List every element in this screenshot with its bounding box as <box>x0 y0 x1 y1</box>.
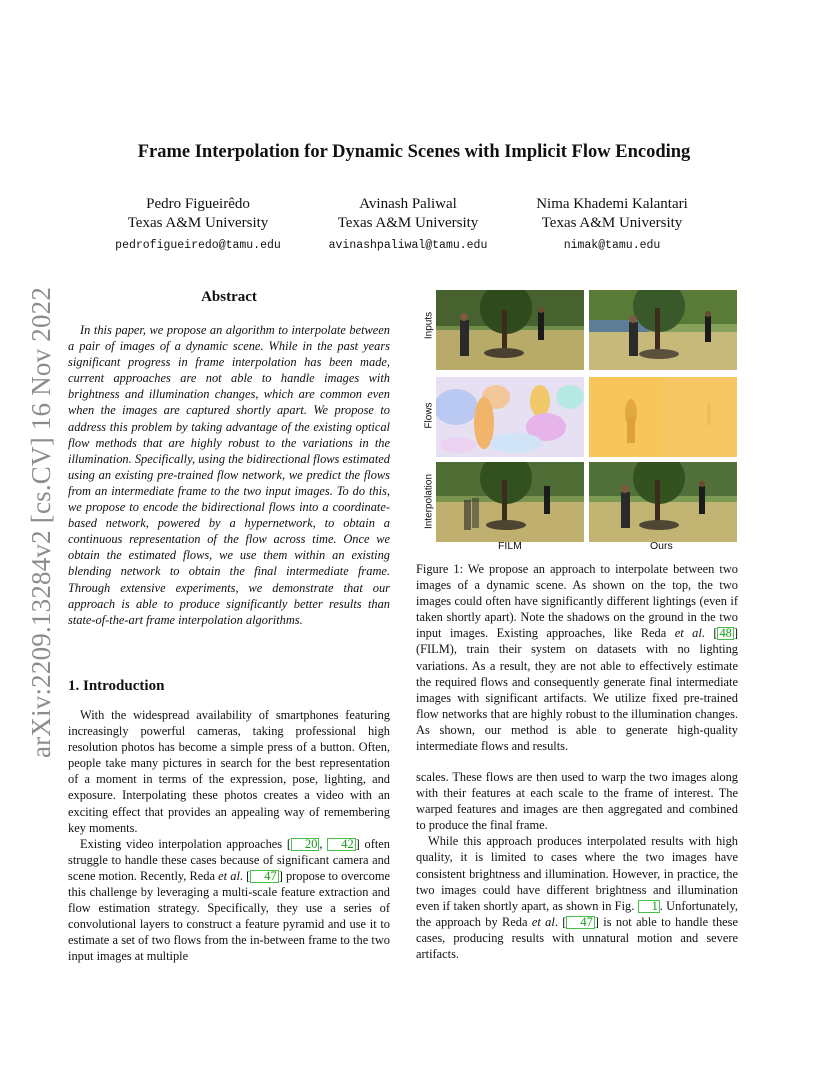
park-photo-image <box>589 462 737 542</box>
author-affiliation: Texas A&M University <box>337 215 479 231</box>
row-label-flows: Flows <box>423 402 435 429</box>
text: ] often struggle to handle these cases because of significant camera and scene motion. Recently, Reda <box>68 836 390 883</box>
intro-column-left <box>68 707 390 965</box>
author-2 <box>298 195 518 255</box>
text: Figure 1: We propose an approach to interpolate between two images of a dynamic scene. As shown on the top, the two images could often have significantly different lightings (even if taken shortly apart). Note the shadows on the ground in the two input images. Existing approaches, like Reda <box>416 562 738 641</box>
park-photo-image <box>589 290 737 370</box>
author-3 <box>502 195 722 255</box>
arxiv-identifier: arXiv:2209.13284v2 [cs.CV] 16 Nov 2022 <box>26 286 56 758</box>
section-heading: 1. Introduction <box>68 678 165 694</box>
author-email: pedrofigueiredo@tamu.edu <box>115 239 281 252</box>
figure-link[interactable]: 1 <box>638 900 660 913</box>
text: ] (FILM), train their system on datasets with no lighting variations. As a result, they are not able to effectively estimate the required flows and consequently generate final intermediate images with significant artifacts. We utilize fixed pre-trained flow networks that are highly robust to the illumination changes. As shown, our method is able to generate high-quality intermediate flows and results. <box>416 626 738 754</box>
input-image-2 <box>589 290 737 370</box>
citation-link[interactable]: 48 <box>719 626 732 641</box>
row-label-interpolation: Interpolation <box>423 473 435 530</box>
text: ] propose to overcome this challenge by leveraging a multi-scale feature extraction and flow estimation strategy. Specifically, they use a series of convolutional layers to construct a feature pyramid and use it to estimate a set of two flows from the in-between frame to the two input images at multiple <box>68 868 391 964</box>
text: et al <box>674 626 702 641</box>
input-image-1 <box>436 290 584 370</box>
author-email: nimak@tamu.edu <box>563 239 661 252</box>
author-email: avinashpaliwal@tamu.edu <box>328 239 488 252</box>
abstract-heading: Abstract <box>201 289 257 305</box>
abstract-text: In this paper, we propose an algorithm to interpolate between a pair of images of a dynamic scene. While in the past years significant progress in frame interpolation has been made, current approaches are not able to handle images with brightness and illumination changes, which are common even when the images are captured shortly apart. We propose to address this problem by taking advantage of the existing optical flow methods that are highly robust to the variations in the illumination. Specifically, using the bidirectional flows estimated using an existing pre-trained flow network, we predict the flows from an intermediate frame to the two input images. To do this, we propose to encode the bidirectional flows into a coordinate-based network, powered by a hypernetwork, to obtain a continuous representation of the flow across time. Once we obtain the estimated flows, we use them within an existing blending network to obtain the final intermediate frame. Through extensive experiments, we demonstrate that our approach is able to produce significantly better results than state-of-the-art frame interpolation algorithms. <box>68 323 390 627</box>
column-label-film: FILM <box>498 540 522 552</box>
author-affiliation: Texas A&M University <box>127 215 269 231</box>
author-1 <box>88 195 308 255</box>
figure-caption: Figure 1: We propose an approach to interpolate between two images of a dynamic scene. As shown on the top, the two images could often have significantly different lightings (even if taken shortly apart). Note the shadows on the ground in the two input images. Existing approaches, like Reda et al. [ 48 ] (FILM), train their system on datasets with no lighting variations. As a result, they are not able to effectively estimate the required flows and consequently generate final intermediate images with significant artifacts. We utilize fixed pre-trained flow networks that are highly robust to the illumination changes. As shown, our method is able to generate high-quality intermediate flows and results. <box>416 562 738 754</box>
park-photo-image <box>436 462 584 542</box>
intro-column-right <box>416 769 738 962</box>
flow-image-ours <box>589 377 737 457</box>
author-name: Avinash Paliwal <box>359 196 457 212</box>
row-label-inputs: Inputs <box>423 311 435 340</box>
author-affiliation: Texas A&M University <box>541 215 683 231</box>
citation-link[interactable]: 47 <box>566 916 594 929</box>
interpolation-image-film <box>436 462 584 542</box>
text: et al <box>531 914 555 929</box>
intro-paragraph-1: With the widespread availability of smartphones featuring increasingly powerful cameras, taking professional high resolution photos has become a simple press of a button. Often, people take many pictures in search for the best representation of a moment in terms of the expression, pose, lighting, and exposure. Interpolating these photos creates a video with an exciting effect that provides an appealing way of remembering key moments. <box>68 708 390 835</box>
paper-title: Frame Interpolation for Dynamic Scenes with Implicit Flow Encoding <box>137 142 691 162</box>
text: Existing video interpolation approaches [ <box>80 836 292 851</box>
text: ] is not able to handle these cases, producing results with unnatural motion and severe artifacts. <box>416 914 738 962</box>
optical-flow-visualization-image <box>589 377 737 457</box>
figure-1 <box>416 288 746 556</box>
text: et al <box>218 868 240 883</box>
citation-link[interactable]: 20 <box>291 838 319 851</box>
author-name: Pedro Figueirêdo <box>146 196 250 212</box>
citation-link[interactable]: 47 <box>250 870 278 883</box>
flow-image-film <box>436 377 584 457</box>
interpolation-image-ours <box>589 462 737 542</box>
park-photo-image <box>436 290 584 370</box>
text: While this approach produces interpolated results with high quality, it is limited to cases where the two images have consistent brightness and illumination. However, in practice, the two images could have different brightness and illumination even if taken shortly apart, as shown in Fig. <box>416 834 738 913</box>
optical-flow-visualization-image <box>436 377 584 457</box>
column-label-ours: Ours <box>650 540 673 552</box>
text: . Unfortunately, the approach by Reda <box>416 898 738 929</box>
paragraph-continued: scales. These flows are then used to warp the two images along with their features at each scale to the frame of interest. The warped features and images are then aggregated and combined to produce the final frame. <box>416 770 738 833</box>
paragraph: While this approach produces interpolated results with high quality, it is limited to cases where the two images have consistent brightness and illumination. However, in practice, the two images could have different brightness and illumination even if taken shortly apart, as shown in Fig. 1 . Unfortunately, the approach by Reda et al. [ 47 ] is not able to handle these cases, producing results with unnatural motion and severe artifacts. <box>416 834 738 962</box>
author-name: Nima Khademi Kalantari <box>536 196 688 212</box>
intro-paragraph-2: Existing video interpolation approaches [ 20 , 42 ] often struggle to handle these cases because of significant camera and scene motion. Recently, Reda et al. [ 47 ] propose to overcome this challenge by leveraging a multi-scale feature extraction and flow estimation strategy. Specifically, they use a series of convolutional layers to construct a feature pyramid and use it to estimate a set of two flows from the in-between frame to the two input images at multiple <box>68 836 391 964</box>
citation-link[interactable]: 42 <box>327 838 355 851</box>
